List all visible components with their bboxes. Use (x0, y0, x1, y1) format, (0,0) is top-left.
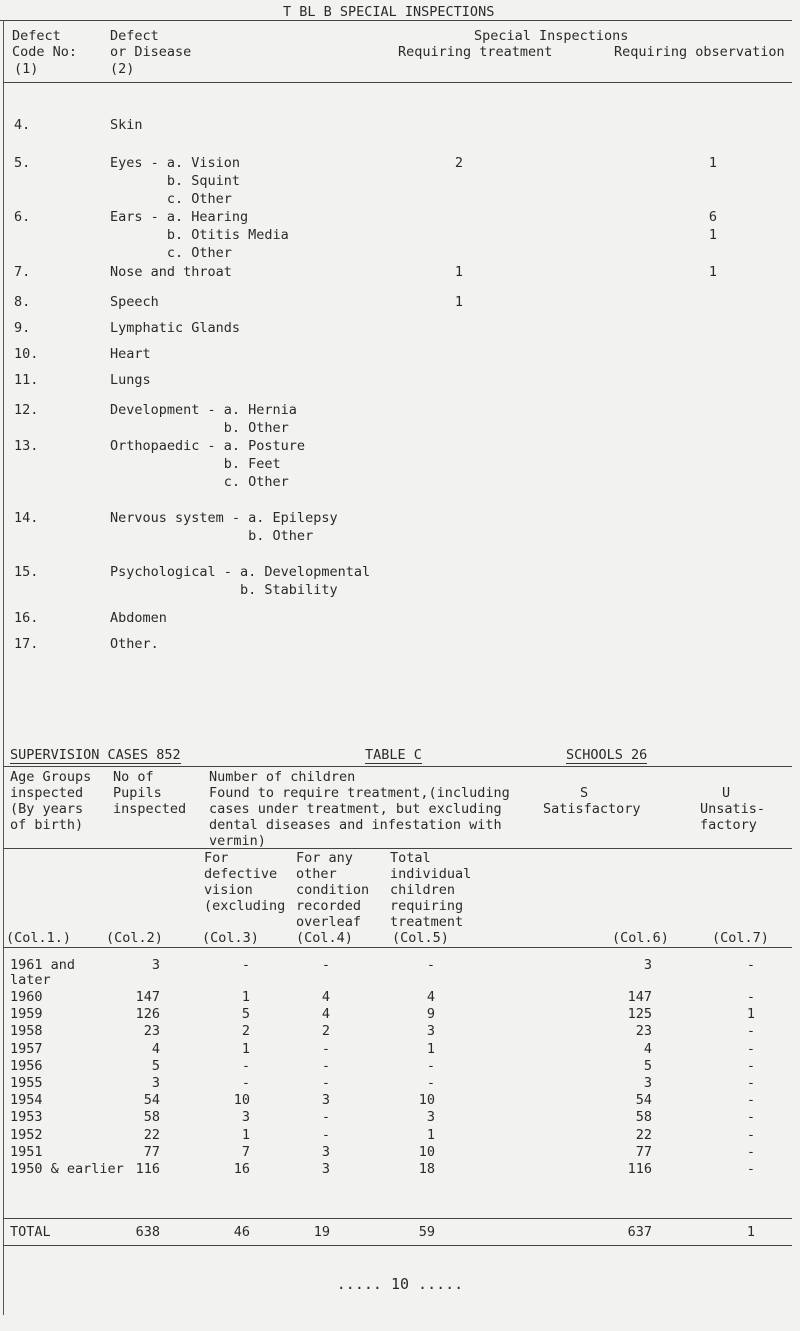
col4-value: 3 (321, 1143, 330, 1160)
col4-value: - (321, 1040, 330, 1057)
col6-value: 54 (635, 1092, 652, 1109)
age-group: 1961 and (10, 957, 76, 973)
col4-value: - (321, 1057, 330, 1074)
total-label: TOTAL (10, 1224, 51, 1240)
col5-value: 1 (426, 1126, 435, 1143)
defect-description: Psychological - a. Developmental (110, 564, 371, 580)
observation-count: 6 (708, 209, 718, 225)
col7-value: - (746, 1109, 755, 1126)
col1-head-l1: Defect (12, 28, 61, 44)
col5-value: - (426, 1075, 435, 1091)
col5-value: 4 (426, 989, 435, 1005)
col4-value: 3 (321, 1092, 330, 1109)
col5-value: 3 (426, 1109, 435, 1126)
defect-code: 17. (14, 636, 39, 652)
number-head-l2: Found to require treatment,(including (209, 785, 510, 801)
defect-code: 11. (14, 372, 39, 388)
col3-value: - (241, 1075, 250, 1091)
pupils-inspected: 23 (143, 1023, 160, 1040)
defect-description: c. Other (110, 191, 232, 207)
col7-value: - (746, 1161, 755, 1177)
pupils-head-l2: Pupils (113, 785, 162, 801)
defect-description: Eyes - a. Vision (110, 155, 241, 171)
number-head-l1: Number of children (209, 769, 356, 785)
total-col7: 1 (746, 1224, 755, 1240)
col6-value: 5 (643, 1057, 652, 1074)
col5-head-l2: individual (390, 866, 472, 882)
col4-head-l2: other (296, 866, 337, 882)
col6-value: 22 (635, 1126, 652, 1143)
age-group: 1959 (10, 1006, 43, 1023)
total-pupils: 638 (135, 1224, 160, 1240)
header-top-rule (0, 20, 792, 21)
u-head-l3: factory (700, 817, 757, 833)
column-number-col6: (Col.6) (612, 930, 669, 946)
column-number-col3: (Col.3) (202, 930, 259, 946)
defect-description: Orthopaedic - a. Posture (110, 438, 306, 454)
column-number-col2: (Col.2) (106, 930, 163, 946)
col3-value: 1 (241, 989, 250, 1005)
col6-value: 3 (643, 1075, 652, 1091)
col4-value: 2 (321, 1023, 330, 1040)
defect-code: 10. (14, 346, 39, 362)
col7-value: - (746, 989, 755, 1005)
defect-description: Lymphatic Glands (110, 320, 241, 336)
total-col3: 46 (233, 1224, 250, 1240)
defect-code: 12. (14, 402, 39, 418)
defect-description: b. Otitis Media (110, 227, 289, 243)
col3-value: 1 (241, 1040, 250, 1057)
defect-description: Lungs (110, 372, 151, 388)
pupils-inspected: 22 (143, 1126, 160, 1143)
col6-value: 125 (627, 1006, 652, 1023)
pupils-inspected: 147 (135, 989, 160, 1005)
treatment-count: 1 (454, 294, 464, 310)
col4-head-l4: recorded (296, 898, 362, 914)
age-head-l4: of birth) (10, 817, 84, 833)
defect-description: Nervous system - a. Epilepsy (110, 510, 338, 526)
col4-head-l1: For any (296, 850, 353, 866)
observation-count: 1 (708, 227, 718, 243)
defect-description: Development - a. Hernia (110, 402, 297, 418)
age-group: 1950 & earlier (10, 1161, 124, 1177)
col7-value: - (746, 1143, 755, 1160)
pupils-inspected: 3 (151, 1075, 160, 1091)
col3-head-l1: For (204, 850, 229, 866)
col3-value: 1 (241, 1126, 250, 1143)
subheader-rule (3, 848, 792, 849)
col3-head-l4: (excluding (204, 898, 286, 914)
defect-description: Skin (110, 117, 143, 133)
defect-description: Speech (110, 294, 159, 310)
column-number-col5: (Col.5) (392, 930, 449, 946)
u-head-l1: U (722, 785, 731, 801)
col4-value: - (321, 1126, 330, 1143)
defect-code: 9. (14, 320, 31, 336)
defect-description: b. Other (110, 420, 289, 436)
col7-value: - (746, 1092, 755, 1109)
col7-value: - (746, 1126, 755, 1143)
column-number-col7: (Col.7) (712, 930, 769, 946)
pupils-inspected: 54 (143, 1092, 160, 1109)
pupils-inspected: 5 (151, 1057, 160, 1074)
col7-value: - (746, 1057, 755, 1074)
defect-code: 4. (14, 117, 31, 133)
col5-value: - (426, 957, 435, 973)
defect-code: 7. (14, 264, 31, 280)
col3-value: 3 (241, 1109, 250, 1126)
col3-value: 16 (233, 1161, 250, 1177)
defect-code: 6. (14, 209, 31, 225)
col2-head-l3: (2) (110, 61, 135, 77)
column-number-col1: (Col.1.) (6, 930, 72, 946)
col5-value: - (426, 1057, 435, 1074)
col5-head-l3: children (390, 882, 456, 898)
col5-value: 3 (426, 1023, 435, 1040)
number-head-l3: cases under treatment, but excluding (209, 801, 502, 817)
defect-description: b. Feet (110, 456, 281, 472)
col7-value: - (746, 1040, 755, 1057)
col3-value: 10 (233, 1092, 250, 1109)
col6-value: 4 (643, 1040, 652, 1057)
number-head-l4: dental diseases and infestation with (209, 817, 502, 833)
total-col5: 59 (418, 1224, 435, 1240)
pupils-inspected: 58 (143, 1109, 160, 1126)
defect-description: Other. (110, 636, 159, 652)
s-head-l1: S (580, 785, 589, 801)
defect-code: 15. (14, 564, 39, 580)
total-top-rule (3, 1218, 792, 1219)
col6-value: 147 (627, 989, 652, 1005)
col6-value: 3 (643, 957, 652, 973)
pupils-inspected: 116 (135, 1161, 160, 1177)
treatment-count: 2 (454, 155, 464, 171)
col2-head-l1: Defect (110, 28, 159, 44)
total-bottom-rule (3, 1245, 792, 1246)
col3-value: 5 (241, 1006, 250, 1023)
col5-value: 1 (426, 1040, 435, 1057)
defect-description: Abdomen (110, 610, 167, 626)
col3-value: - (241, 957, 250, 973)
age-head-l3: (By years (10, 801, 84, 817)
col3-head-l3: vision (204, 882, 253, 898)
col4-value: - (321, 957, 330, 973)
pupils-head-l3: inspected (113, 801, 187, 817)
age-group: 1952 (10, 1126, 43, 1143)
page-title: T BL B SPECIAL INSPECTIONS (283, 4, 495, 20)
left-margin-rule (3, 20, 4, 1315)
defect-description: Ears - a. Hearing (110, 209, 249, 225)
age-group: 1955 (10, 1075, 43, 1091)
pupils-inspected: 4 (151, 1040, 160, 1057)
age-group-cont: later (10, 972, 51, 988)
col3-value: - (241, 1057, 250, 1074)
special-inspections-head: Special Inspections (474, 28, 629, 44)
col5-head-l5: treatment (390, 914, 464, 930)
defect-code: 13. (14, 438, 39, 454)
column-number-rule (3, 947, 792, 948)
col5-value: 9 (426, 1006, 435, 1023)
header-bottom-rule (3, 82, 792, 83)
age-group: 1960 (10, 989, 43, 1005)
col5-value: 10 (418, 1143, 435, 1160)
age-group: 1957 (10, 1040, 43, 1057)
col6-value: 116 (627, 1161, 652, 1177)
col4-head-l5: overleaf (296, 914, 362, 930)
col4-value: 4 (321, 989, 330, 1005)
defect-code: 16. (14, 610, 39, 626)
col4-value: 3 (321, 1161, 330, 1177)
col4-head-l3: condition (296, 882, 370, 898)
col5-head-l4: requiring (390, 898, 464, 914)
col7-value: - (746, 1075, 755, 1091)
total-col6: 637 (627, 1224, 652, 1240)
col7-value: 1 (746, 1006, 755, 1023)
col7-value: - (746, 1023, 755, 1040)
col1-head-l3: (1) (14, 61, 39, 77)
age-head-l1: Age Groups (10, 769, 92, 785)
u-head-l2: Unsatis- (700, 801, 766, 817)
schools-count: SCHOOLS 26 (566, 747, 648, 763)
age-group: 1956 (10, 1057, 43, 1074)
col6-value: 23 (635, 1023, 652, 1040)
pupils-inspected: 3 (151, 957, 160, 973)
col5-value: 10 (418, 1092, 435, 1109)
age-group: 1958 (10, 1023, 43, 1040)
total-col4: 19 (313, 1224, 330, 1240)
col5-value: 18 (418, 1161, 435, 1177)
defect-description: c. Other (110, 474, 289, 490)
observation-count: 1 (708, 155, 718, 171)
defect-description: Nose and throat (110, 264, 232, 280)
observation-count: 1 (708, 264, 718, 280)
age-head-l2: inspected (10, 785, 84, 801)
col6-value: 77 (635, 1143, 652, 1160)
defect-description: Heart (110, 346, 151, 362)
s-head-l2: Satisfactory (543, 801, 641, 817)
defect-code: 14. (14, 510, 39, 526)
col3-value: 2 (241, 1023, 250, 1040)
requiring-observation-head: Requiring observation (614, 44, 785, 60)
column-number-col4: (Col.4) (296, 930, 353, 946)
table-c-title: TABLE C (365, 747, 422, 763)
col4-value: 4 (321, 1006, 330, 1023)
col4-value: - (321, 1109, 330, 1126)
col7-value: - (746, 957, 755, 973)
treatment-count: 1 (454, 264, 464, 280)
defect-description: b. Stability (110, 582, 338, 598)
defect-description: b. Other (110, 528, 314, 544)
col4-value: - (321, 1075, 330, 1091)
age-group: 1951 (10, 1143, 43, 1160)
pupils-inspected: 126 (135, 1006, 160, 1023)
defect-code: 8. (14, 294, 31, 310)
col2-head-l2: or Disease (110, 44, 192, 60)
table-c-top-rule (3, 766, 792, 767)
supervision-cases: SUPERVISION CASES 852 (10, 747, 181, 763)
number-head-l5: vermin) (209, 833, 266, 849)
col5-head-l1: Total (390, 850, 431, 866)
col1-head-l2: Code No: (12, 44, 78, 60)
pupils-inspected: 77 (143, 1143, 160, 1160)
pupils-head-l1: No of (113, 769, 154, 785)
defect-code: 5. (14, 155, 31, 171)
defect-description: c. Other (110, 245, 232, 261)
age-group: 1954 (10, 1092, 43, 1109)
age-group: 1953 (10, 1109, 43, 1126)
col3-head-l2: defective (204, 866, 278, 882)
col6-value: 58 (635, 1109, 652, 1126)
page-number: ..... 10 ..... (336, 1275, 464, 1293)
col3-value: 7 (241, 1143, 250, 1160)
requiring-treatment-head: Requiring treatment (398, 44, 553, 60)
defect-description: b. Squint (110, 173, 241, 189)
